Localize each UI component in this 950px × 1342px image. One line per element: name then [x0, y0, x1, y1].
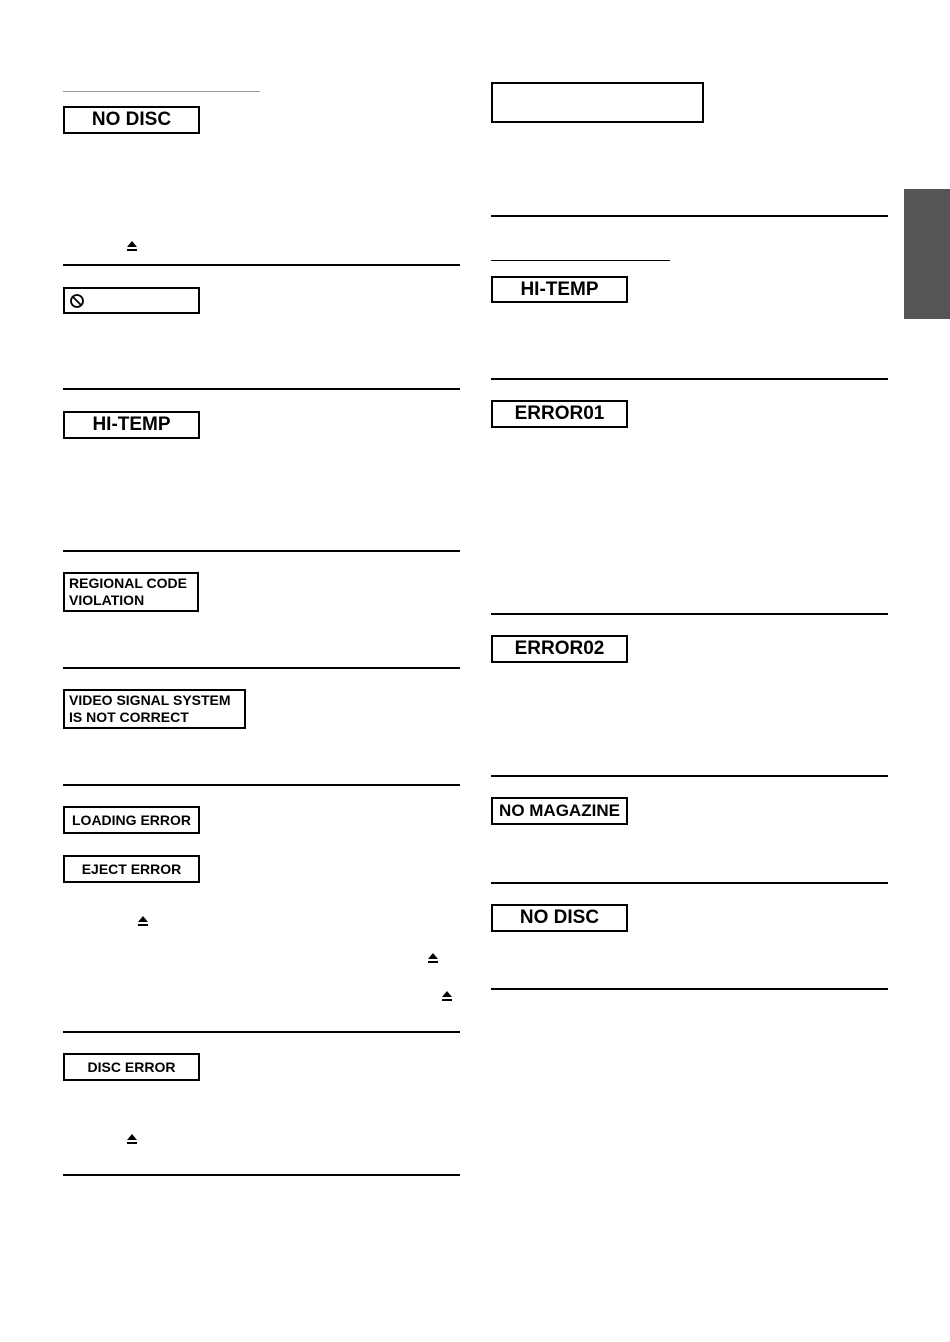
- disc-error-label: DISC ERROR: [87, 1059, 176, 1075]
- divider: [491, 988, 888, 990]
- divider: [491, 215, 888, 217]
- hi-temp-message: [63, 411, 200, 439]
- divider: [63, 667, 460, 669]
- hi-temp-label: HI-TEMP: [520, 278, 599, 300]
- regional-code-line1: REGIONAL CODE: [69, 575, 187, 591]
- divider: [63, 1174, 460, 1176]
- no-disc-label: NO DISC: [91, 109, 172, 130]
- eject-icon: [126, 1133, 138, 1145]
- no-magazine-label: NO MAGAZINE: [499, 801, 620, 820]
- eject-icon: [126, 240, 138, 252]
- prohibited-message: [63, 287, 200, 314]
- disc-error-message: [63, 1053, 200, 1081]
- divider: [63, 264, 460, 266]
- video-signal-message: [63, 689, 246, 729]
- divider: [491, 775, 888, 777]
- divider: [63, 388, 460, 390]
- divider: [63, 784, 460, 786]
- regional-code-line2: VIOLATION: [69, 592, 145, 608]
- blank-message-box: [491, 82, 704, 123]
- error01-label: ERROR01: [514, 403, 605, 424]
- video-signal-line2: IS NOT CORRECT: [69, 709, 189, 725]
- section-rule: [63, 91, 260, 92]
- divider: [63, 1031, 460, 1033]
- no-disc-message: [491, 904, 628, 932]
- video-signal-line1: VIDEO SIGNAL SYSTEM: [69, 692, 231, 708]
- error02-label: ERROR02: [514, 638, 605, 659]
- eject-error-label: EJECT ERROR: [81, 861, 182, 877]
- regional-code-message: [63, 572, 199, 612]
- divider: [63, 550, 460, 552]
- loading-error-message: [63, 806, 200, 834]
- hi-temp-label: HI-TEMP: [92, 414, 171, 435]
- error02-message: [491, 635, 628, 663]
- eject-error-message: [63, 855, 200, 883]
- no-magazine-message: [491, 797, 628, 825]
- eject-icon: [137, 915, 149, 927]
- no-disc-label: NO DISC: [519, 907, 600, 928]
- divider: [491, 613, 888, 615]
- loading-error-label: LOADING ERROR: [72, 812, 191, 828]
- error01-message: [491, 400, 628, 428]
- divider: [491, 378, 888, 380]
- side-tab: [904, 189, 950, 319]
- divider: [491, 882, 888, 884]
- eject-icon: [427, 952, 439, 964]
- prohibited-icon: [69, 293, 85, 309]
- section-rule: [491, 260, 670, 261]
- no-disc-message: [63, 106, 200, 134]
- eject-icon: [441, 990, 453, 1002]
- hi-temp-message: [491, 276, 628, 303]
